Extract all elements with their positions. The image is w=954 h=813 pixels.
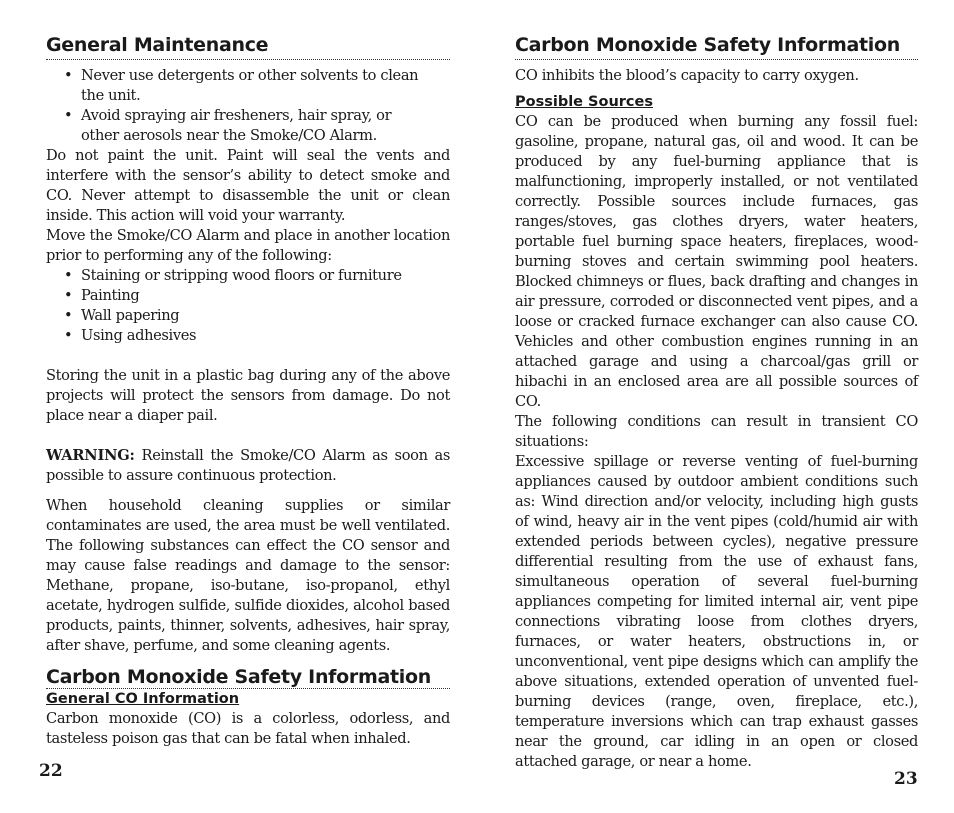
page-number-right: 23 xyxy=(894,769,918,789)
warning-text: Reinstall the Smoke/CO Alarm as soon as possible to assure continuous protection. xyxy=(46,447,450,484)
warning-label: WARNING: xyxy=(46,447,135,464)
household-cleaning-paragraph: When household cleaning supplies or similar contaminates are used, the area must be well ventilated. The following substances can effect the CO sensor and may cause false readings and damage to the sensor: Methane, propane, iso-butane, iso-propanol, ethyl acetate, hydrogen sulfide, sulfide dioxides, alcohol based products, paints, thinner, solvents, adhesives, hair spray, after shave, perfume, and some cleaning agents. xyxy=(46,497,450,654)
warning-paragraph xyxy=(46,446,450,486)
page-number-left: 22 xyxy=(39,761,63,781)
excessive-spillage-paragraph: Excessive spillage or reverse venting of fuel-burning appliances caused by outdoor ambient conditions such as: Wind direction and/or velocity, including high gusts of wind, heavy air in the vent pipes (cold/humid air with extended periods between cycles), negative pressure differential resulting from the use of exhaust fans, simultaneous operation of several fuel-burning appliances competing for limited internal air, vent pipe connections vibrating loose from clothes dryers, furnaces, or water heaters, obstructions in, or unconventional, vent pipe designs which can amplify the above situations, extended operation of unvented fuel-burning devices (range, oven, fireplace, etc.), temperature inversions which can trap exhaust gasses near the ground, car idling in an open or closed attached garage, or near a home. xyxy=(515,453,918,770)
left-page xyxy=(46,0,450,749)
transient-conditions-paragraph: The following conditions can result in transient CO situations: xyxy=(515,413,918,450)
possible-sources-subheading: Possible Sources xyxy=(515,94,653,110)
general-maintenance-heading: General Maintenance xyxy=(46,34,450,60)
list-item: • Never use detergents or other solvents to clean the unit. xyxy=(46,66,421,106)
co-safety-heading-left: Carbon Monoxide Safety Information xyxy=(46,666,450,689)
co-safety-heading-right: Carbon Monoxide Safety Information xyxy=(515,34,918,60)
list-item: • Painting xyxy=(46,286,421,306)
co-intro-paragraph: Carbon monoxide (CO) is a colorless, odorless, and tasteless poison gas that can be fatal when inhaled. xyxy=(46,710,450,747)
list-item: • Avoid spraying air fresheners, hair spray, or other aerosols near the Smoke/CO Alarm. xyxy=(46,106,421,146)
general-co-info-subheading: General CO Information xyxy=(46,691,240,707)
list-item: • Staining or stripping wood floors or furniture xyxy=(46,266,421,286)
paint-paragraph: Do not paint the unit. Paint will seal the vents and interfere with the sensor’s ability to detect smoke and CO. Never attempt to disassemble the unit or clean inside. This action will void your warranty. xyxy=(46,147,450,224)
co-inhibits-paragraph: CO inhibits the blood’s capacity to carry oxygen. xyxy=(515,67,859,84)
list-item: • Using adhesives xyxy=(46,326,421,346)
sources-paragraph: CO can be produced when burning any fossil fuel: gasoline, propane, natural gas, oil and wood. It can be produced by any fuel-burning appliance that is malfunctioning, improperly installed, or not ventilated correctly. Possible sources include furnaces, gas ranges/stoves, gas clothes dryers, water heaters, portable fuel burning space heaters, fireplaces, wood-burning stoves and certain swimming pool heaters. Blocked chimneys or flues, back drafting and changes in air pressure, corroded or disconnected vent pipes, and a loose or cracked furnace exchanger can also cause CO. Vehicles and other combustion engines running in an attached garage and using a charcoal/gas grill or hibachi in an enclosed area are all possible sources of CO. xyxy=(515,113,918,410)
move-alarm-paragraph: Move the Smoke/CO Alarm and place in another location prior to performing any of the following: xyxy=(46,227,450,264)
right-page xyxy=(515,0,918,772)
storing-paragraph: Storing the unit in a plastic bag during any of the above projects will protect the sensors from damage. Do not place near a diaper pail. xyxy=(46,367,450,424)
cleaning-bullet-list xyxy=(46,66,450,146)
project-bullet-list xyxy=(46,266,450,346)
list-item: • Wall papering xyxy=(46,306,421,326)
